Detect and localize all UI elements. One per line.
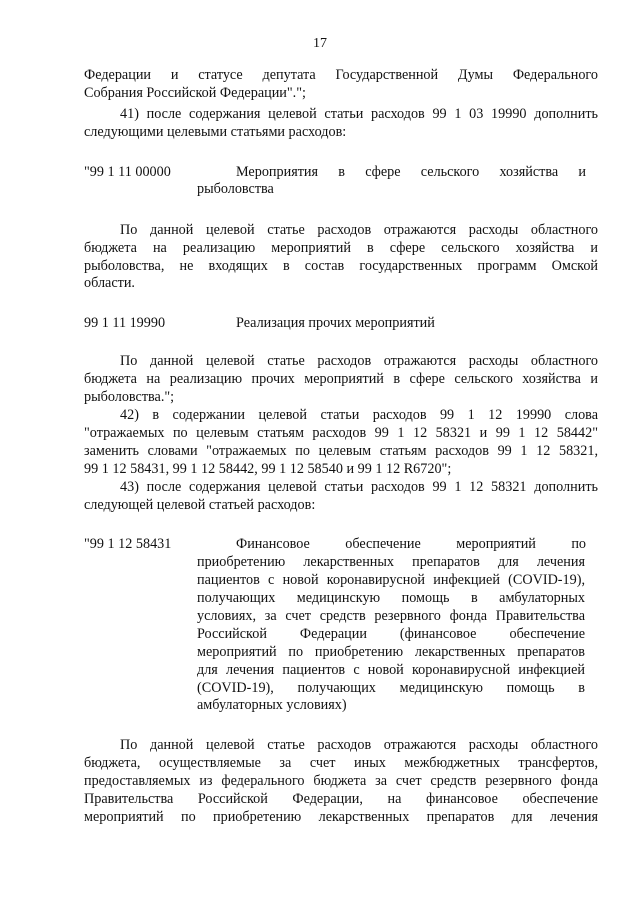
- text-line: 41) после содержания целевой статьи расходов 99 1 03 19990 дополнить: [120, 106, 598, 122]
- text-line: бюджета, осуществляемые за счет иных межбюджетных трансфертов,: [84, 755, 598, 771]
- expense-code: 99 1 11 19990: [84, 315, 166, 331]
- text-line: По данной целевой статье расходов отражаются расходы областного: [120, 222, 598, 238]
- text-line: заменить словами "отражаемых по целевым статьям расходов 99 1 12 58321,: [84, 443, 598, 459]
- text-line: 99 1 12 58431, 99 1 12 58442, 99 1 12 58540 и 99 1 12 R6720";: [84, 461, 452, 477]
- expense-code: "99 1 12 58431: [84, 536, 172, 552]
- expense-description: для лечения пациентов с новой коронавирусной инфекцией: [197, 662, 585, 678]
- text-line: бюджета на реализацию прочих мероприятий в сфере сельского хозяйства и: [84, 371, 598, 387]
- text-line: Собрания Российской Федерации".";: [84, 85, 306, 101]
- text-line: предоставляемых из федерального бюджета за счет средств резервного фонда: [84, 773, 598, 789]
- expense-description: Российской Федерации (финансовое обеспечение: [197, 626, 585, 642]
- text-line: Федерации и статусе депутата Государственной Думы Федерального: [84, 67, 598, 83]
- text-line: бюджета на реализацию мероприятий в сфере сельского хозяйства и: [84, 240, 598, 256]
- page-number: 17: [313, 36, 327, 51]
- expense-description: Финансовое обеспечение мероприятий по: [236, 536, 586, 552]
- text-line: следующими целевыми статьями расходов:: [84, 124, 347, 140]
- text-line: По данной целевой статье расходов отражаются расходы областного: [120, 353, 598, 369]
- expense-description: мероприятий по приобретению лекарственных препаратов: [197, 644, 585, 660]
- expense-description: рыболовства: [197, 181, 274, 197]
- expense-code: "99 1 11 00000: [84, 164, 171, 180]
- expense-description: получающих медицинскую помощь в амбулаторных: [197, 590, 585, 606]
- text-line: Правительства Российской Федерации, на финансовое обеспечение: [84, 791, 598, 807]
- text-line: рыболовства, не входящих в состав государственных программ Омской: [84, 258, 598, 274]
- text-line: 42) в содержании целевой статьи расходов 99 1 12 19990 слова: [120, 407, 598, 423]
- expense-description: пациентов с новой коронавирусной инфекцией (COVID-19),: [197, 572, 585, 588]
- expense-description: Реализация прочих мероприятий: [236, 315, 435, 331]
- text-line: области.: [84, 275, 135, 291]
- text-line: рыболовства.";: [84, 389, 175, 405]
- expense-description: (COVID-19), получающих медицинскую помощь в: [197, 680, 585, 696]
- text-line: мероприятий по приобретению лекарственных препаратов для лечения: [84, 809, 598, 825]
- expense-description: амбулаторных условиях): [197, 697, 347, 713]
- text-line: "отражаемых по целевым статьям расходов 99 1 12 58321 и 99 1 12 58442": [84, 425, 598, 441]
- expense-description: приобретению лекарственных препаратов для лечения: [197, 554, 585, 570]
- text-line: По данной целевой статье расходов отражаются расходы областного: [120, 737, 598, 753]
- expense-description: условиях, за счет средств резервного фонда Правительства: [197, 608, 585, 624]
- text-line: следующей целевой статьей расходов:: [84, 497, 316, 513]
- text-line: 43) после содержания целевой статьи расходов 99 1 12 58321 дополнить: [120, 479, 598, 495]
- expense-description: Мероприятия в сфере сельского хозяйства и: [236, 164, 586, 180]
